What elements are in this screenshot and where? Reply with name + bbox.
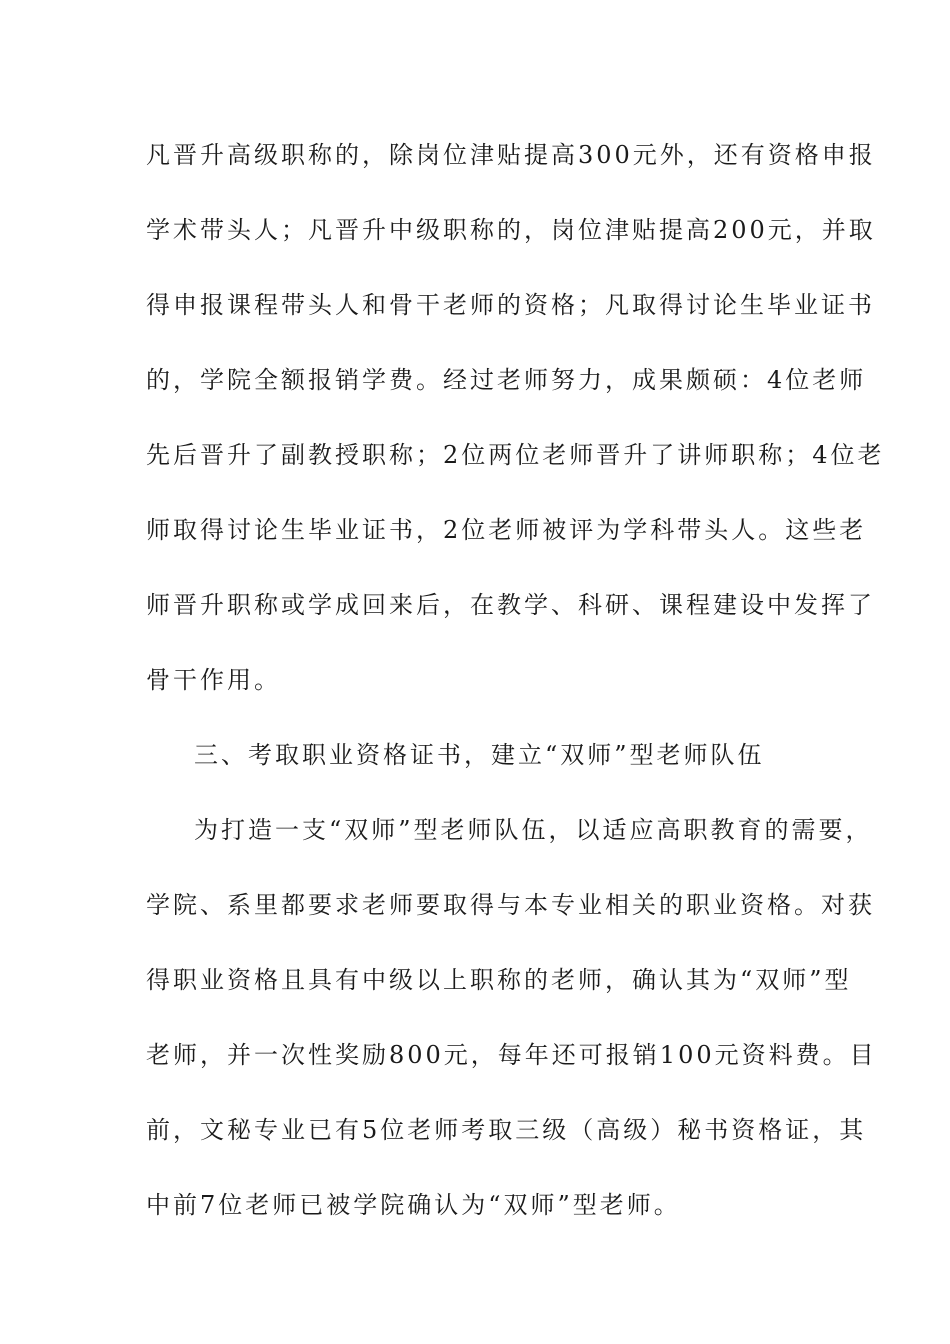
paragraph-line: 前，文秘专业已有5位老师考取三级（高级）秘书资格证，其 bbox=[146, 1116, 867, 1144]
section-heading: 三、考取职业资格证书，建立“双师”型老师队伍 bbox=[194, 741, 765, 769]
paragraph-line: 老师，并一次性奖励800元，每年还可报销100元资料费。目 bbox=[146, 1041, 877, 1069]
paragraph-line: 凡晋升高级职称的，除岗位津贴提高300元外，还有资格申报 bbox=[146, 141, 876, 169]
paragraph-line: 师晋升职称或学成回来后，在教学、科研、课程建设中发挥了 bbox=[146, 591, 875, 619]
paragraph-line: 为打造一支“双师”型老师队伍，以适应高职教育的需要， bbox=[194, 816, 873, 844]
paragraph-line: 得职业资格且具有中级以上职称的老师，确认其为“双师”型 bbox=[146, 966, 852, 994]
paragraph-line: 学术带头人；凡晋升中级职称的，岗位津贴提高200元，并取 bbox=[146, 216, 876, 244]
paragraph-line: 的，学院全额报销学费。经过老师努力，成果颇硕：4位老师 bbox=[146, 366, 867, 394]
paragraph-line: 得申报课程带头人和骨干老师的资格；凡取得讨论生毕业证书 bbox=[146, 291, 875, 319]
paragraph-line: 学院、系里都要求老师要取得与本专业相关的职业资格。对获 bbox=[146, 891, 875, 919]
paragraph-line: 中前7位老师已被学院确认为“双师”型老师。 bbox=[146, 1191, 681, 1219]
paragraph-line: 先后晋升了副教授职称；2位两位老师晋升了讲师职称；4位老 bbox=[146, 441, 885, 469]
paragraph-line: 骨干作用。 bbox=[146, 666, 281, 694]
paragraph-line: 师取得讨论生毕业证书，2位老师被评为学科带头人。这些老 bbox=[146, 516, 867, 544]
